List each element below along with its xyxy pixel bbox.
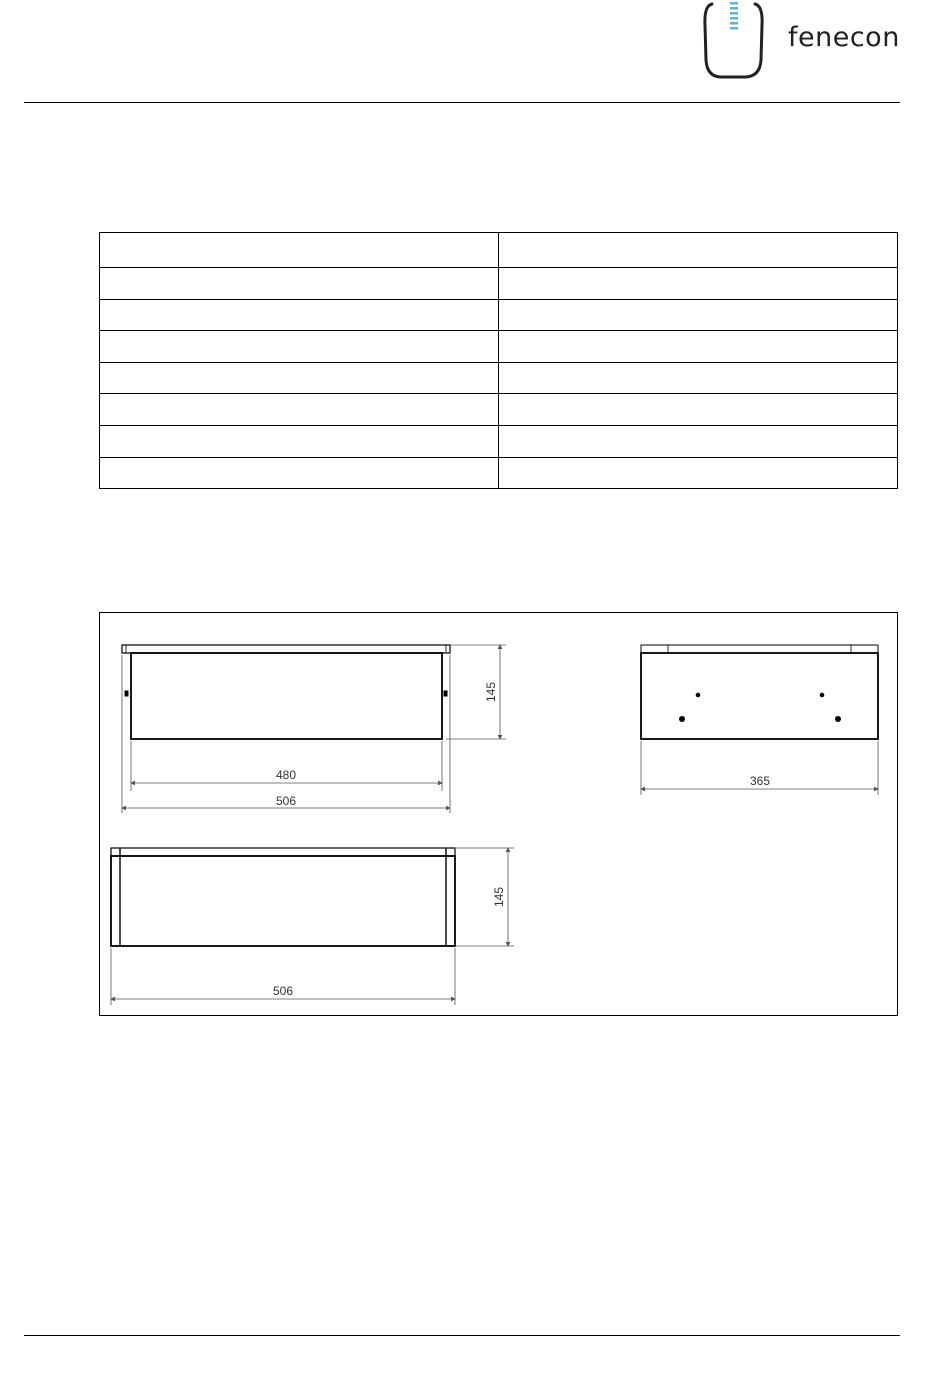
table-row: [100, 331, 898, 363]
spec-table: [99, 232, 898, 489]
table-row: [100, 425, 898, 457]
footer-rule: [24, 1335, 900, 1336]
brand-name: fenecon: [788, 22, 900, 53]
table-cell: [100, 331, 499, 363]
table-row: [100, 233, 898, 268]
table-cell: [100, 233, 499, 268]
front-inner-width-label: 480: [275, 768, 297, 782]
rear-view: [111, 848, 455, 946]
front-view: [122, 645, 450, 739]
drawing-canvas: [100, 613, 899, 1017]
table-row: [100, 299, 898, 331]
table-row: [100, 457, 898, 489]
table-cell: [100, 457, 499, 489]
table-cell: [499, 362, 898, 394]
rear-height-label: 145: [492, 886, 506, 908]
fenecon-logo: [700, 0, 900, 82]
table-cell: [499, 233, 898, 268]
table-row: [100, 268, 898, 300]
table-cell: [499, 331, 898, 363]
table-row: [100, 394, 898, 426]
table-cell: [499, 268, 898, 300]
header-rule: [24, 102, 900, 103]
front-outer-width-label: 506: [275, 794, 297, 808]
table-cell: [499, 457, 898, 489]
table-cell: [100, 299, 499, 331]
table-cell: [100, 362, 499, 394]
table-cell: [499, 394, 898, 426]
table-cell: [100, 425, 499, 457]
dimension-drawing: [99, 612, 898, 1016]
table-row: [100, 362, 898, 394]
front-height-label: 145: [484, 681, 498, 703]
side-view: [641, 645, 878, 739]
rear-outer-width-label: 506: [272, 984, 294, 998]
table-cell: [100, 268, 499, 300]
table-cell: [100, 394, 499, 426]
battery-logo-icon: [700, 0, 770, 82]
table-cell: [499, 425, 898, 457]
side-depth-label: 365: [749, 774, 771, 788]
table-cell: [499, 299, 898, 331]
